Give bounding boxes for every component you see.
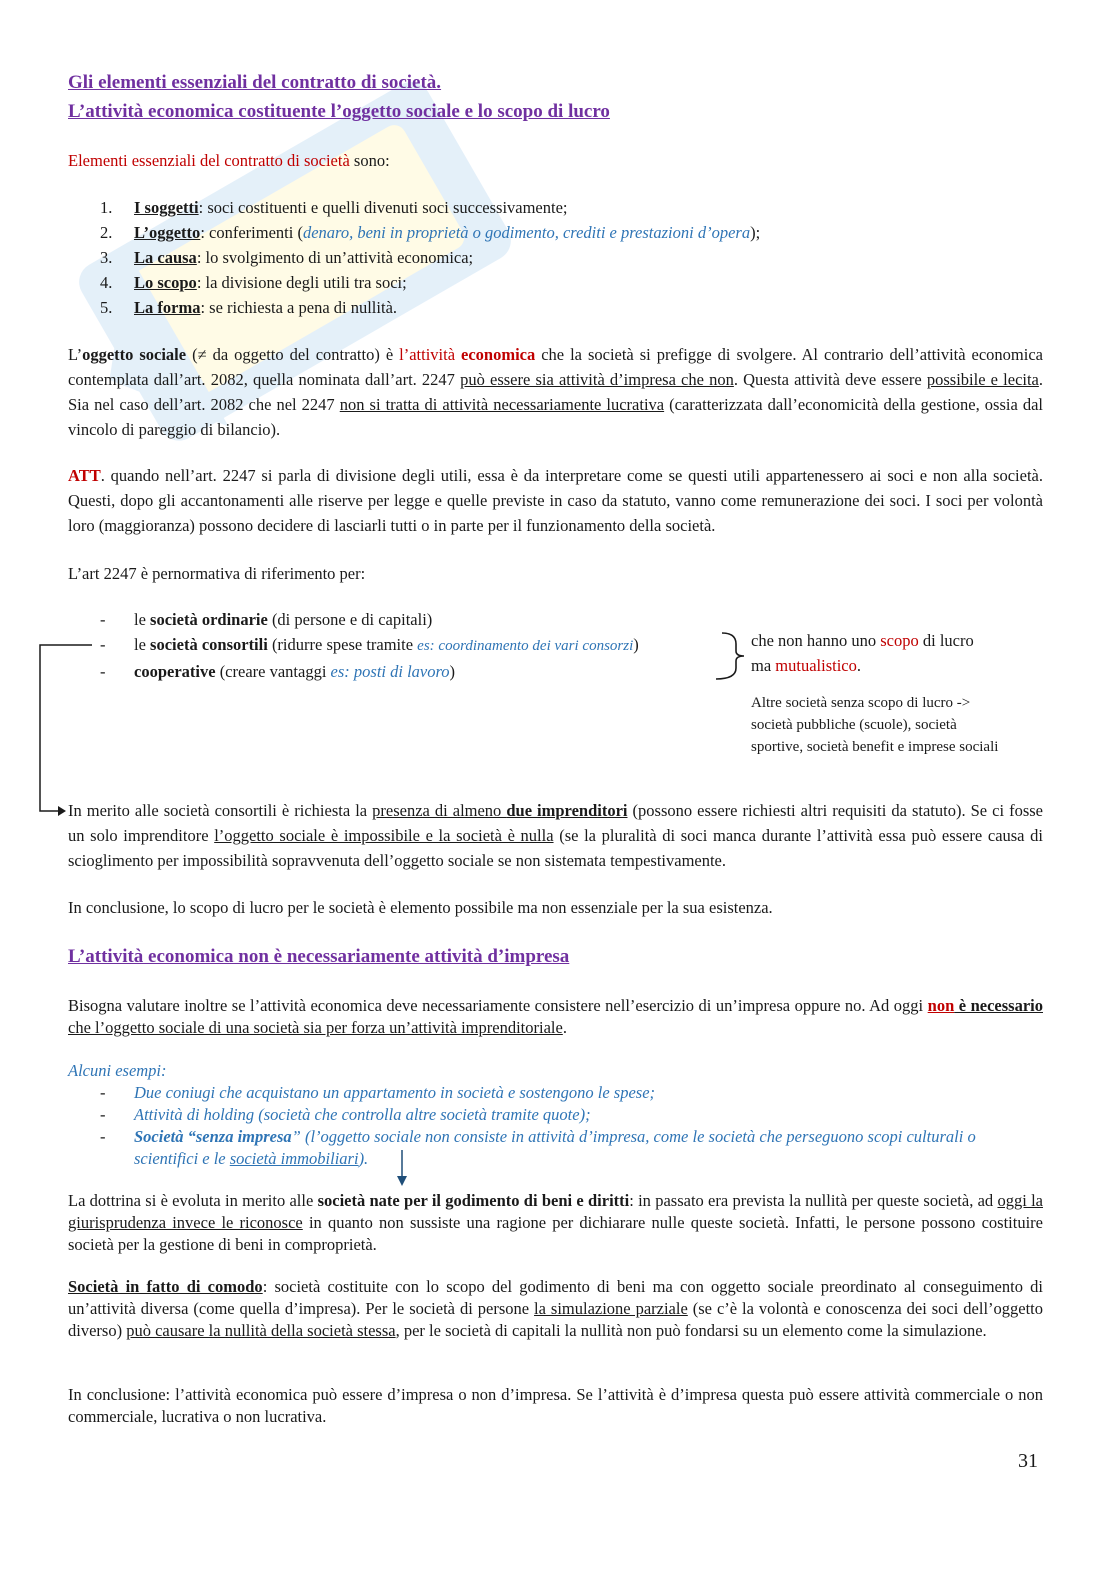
- list-item: - le società ordinarie (di persone e di capitali): [100, 610, 433, 629]
- list-item: - Due coniugi che acquistano un appartamento in società e sostengono le spese;: [100, 1083, 656, 1102]
- page-number: 31: [1018, 1450, 1038, 1472]
- paragraph-consortili: In merito alle società consortili è richiesta la presenza di almeno due imprenditori (possono essere richiesti altri requisiti da statuto). Se ci fosse un solo imprenditore l’oggetto sociale è impossibile e la società è nulla (se la pluralità di soci manca durante l’attività essa può essere causa di scioglimento per impossibilità sopravvenuta dell’oggetto sociale se non sistemata tempestivamente.: [68, 801, 1044, 870]
- section-title-line1: Gli elementi essenziali del contratto di società.: [68, 72, 442, 93]
- list-item: 1. I soggetti: soci costituenti e quelli divenuti soci successivamente;: [100, 198, 568, 217]
- intro-red: Elementi essenziali del contratto di società: [68, 151, 350, 170]
- paragraph-conclusione2: In conclusione: l’attività economica può essere d’impresa o non d’impresa. Se l’attività è d’impresa questa può essere attività commerciale o non commerciale, lucrativa o non lucrativa.: [68, 1385, 1043, 1426]
- list-item: 4. Lo scopo: la divisione degli utili tra soci;: [100, 273, 407, 292]
- list-item: - Attività di holding (società che controlla altre società tramite quote);: [100, 1105, 591, 1124]
- side-note: Altre società senza scopo di lucro -> società pubbliche (scuole), società sportive, società benefit e imprese sociali: [751, 695, 999, 755]
- list-item: 2. L’oggetto: conferimenti (denaro, beni in proprietà o godimento, crediti e prestazioni d’opera);: [100, 223, 761, 242]
- paragraph-conclusione1: In conclusione, lo scopo di lucro per le società è elemento possibile ma non essenziale per la sua esistenza.: [68, 898, 773, 917]
- list-item: 5. La forma: se richiesta a pena di nullità.: [100, 298, 398, 317]
- curly-brace: [716, 633, 744, 679]
- esempi-title: Alcuni esempi:: [68, 1061, 167, 1080]
- list-item: 3. La causa: lo svolgimento di un’attività economica;: [100, 248, 474, 267]
- intro-rest: sono:: [349, 151, 390, 170]
- paragraph-att: ATT. quando nell’art. 2247 si parla di divisione degli utili, essa è da interpretare come se questi utili appartenessero ai soci e non alla società. Questi, dopo gli accantonamenti alle riserve per legge e quelle previste in caso da statuto, vanno come remunerazione dei soci. I soci per volontà loro (maggioranza) possono decidere di lasciarli tutti o in parte per il funzionamento della società.: [68, 466, 1043, 535]
- section-title-line2: L’attività economica costituente l’oggetto sociale e lo scopo di lucro: [68, 101, 610, 122]
- paragraph-valutare: Bisogna valutare inoltre se l’attività economica deve necessariamente consistere nell’esercizio di un’impresa oppure no. Ad oggi non è necessario che l’oggetto sociale di una società sia per forza un’attività imprenditoriale.: [68, 996, 1043, 1037]
- section-title-2: L’attività economica non è necessariamente attività d’impresa: [68, 946, 570, 967]
- paragraph-comodo: Società in fatto di comodo: società costituite con lo scopo del godimento di beni ma con oggetto sociale preordinato al conseguimento di un’attività diversa (come quella d’impresa). Per le società di persone la simulazione parziale (se c’è la volontà e conoscenza dei soci dell’oggetto diverso) può causare la nullità della società stessa, per le società di capitali la nullità non può fondarsi su un elemento come la simulazione.: [68, 1277, 1044, 1340]
- paragraph-art2247: L’art 2247 è pernormativa di riferimento per:: [68, 564, 366, 583]
- connector-arrow-head: [58, 806, 66, 816]
- paragraph-oggetto-sociale: L’oggetto sociale (≠ da oggetto del contratto) è l’attività economica che la società si prefigge di svolgere. Al contrario dell’attività economica contemplata dall’art. 2082, quella nominata dall’art. 2247 può essere sia attività d’impresa che non. Questa attività deve essere possibile e lecita. Sia nel caso dell’art. 2082 che nel 2247 non si tratta di attività necessariamente lucrativa (caratterizzata dall’economicità della gestione, ossia dal vincolo di pareggio di bilancio).: [68, 345, 1044, 439]
- list-item: - Società “senza impresa” (l’oggetto sociale non consiste in attività d’impresa, come le società che perseguono scopi culturali o scientifici e le società immobiliari).: [100, 1127, 976, 1168]
- list-item: - cooperative (creare vantaggi es: posti di lavoro): [100, 662, 456, 681]
- connector-arrow: [40, 645, 92, 811]
- list-item: - le società consortili (ridurre spese tramite es: coordinamento dei vari consorzi): [100, 635, 639, 654]
- down-arrow-head: [397, 1176, 407, 1186]
- brace-note: che non hanno uno scopo di lucro ma mutualistico.: [751, 631, 974, 675]
- paragraph-dottrina: La dottrina si è evoluta in merito alle società nate per il godimento di beni e diritti: in passato era prevista la nullità per queste società, ad oggi la giurisprudenza invece le riconosce in quanto non sussiste una ragione per dichiarare nulle queste società. Infatti, le persone possono costituire società per la gestione di beni in comproprietà.: [68, 1191, 1043, 1254]
